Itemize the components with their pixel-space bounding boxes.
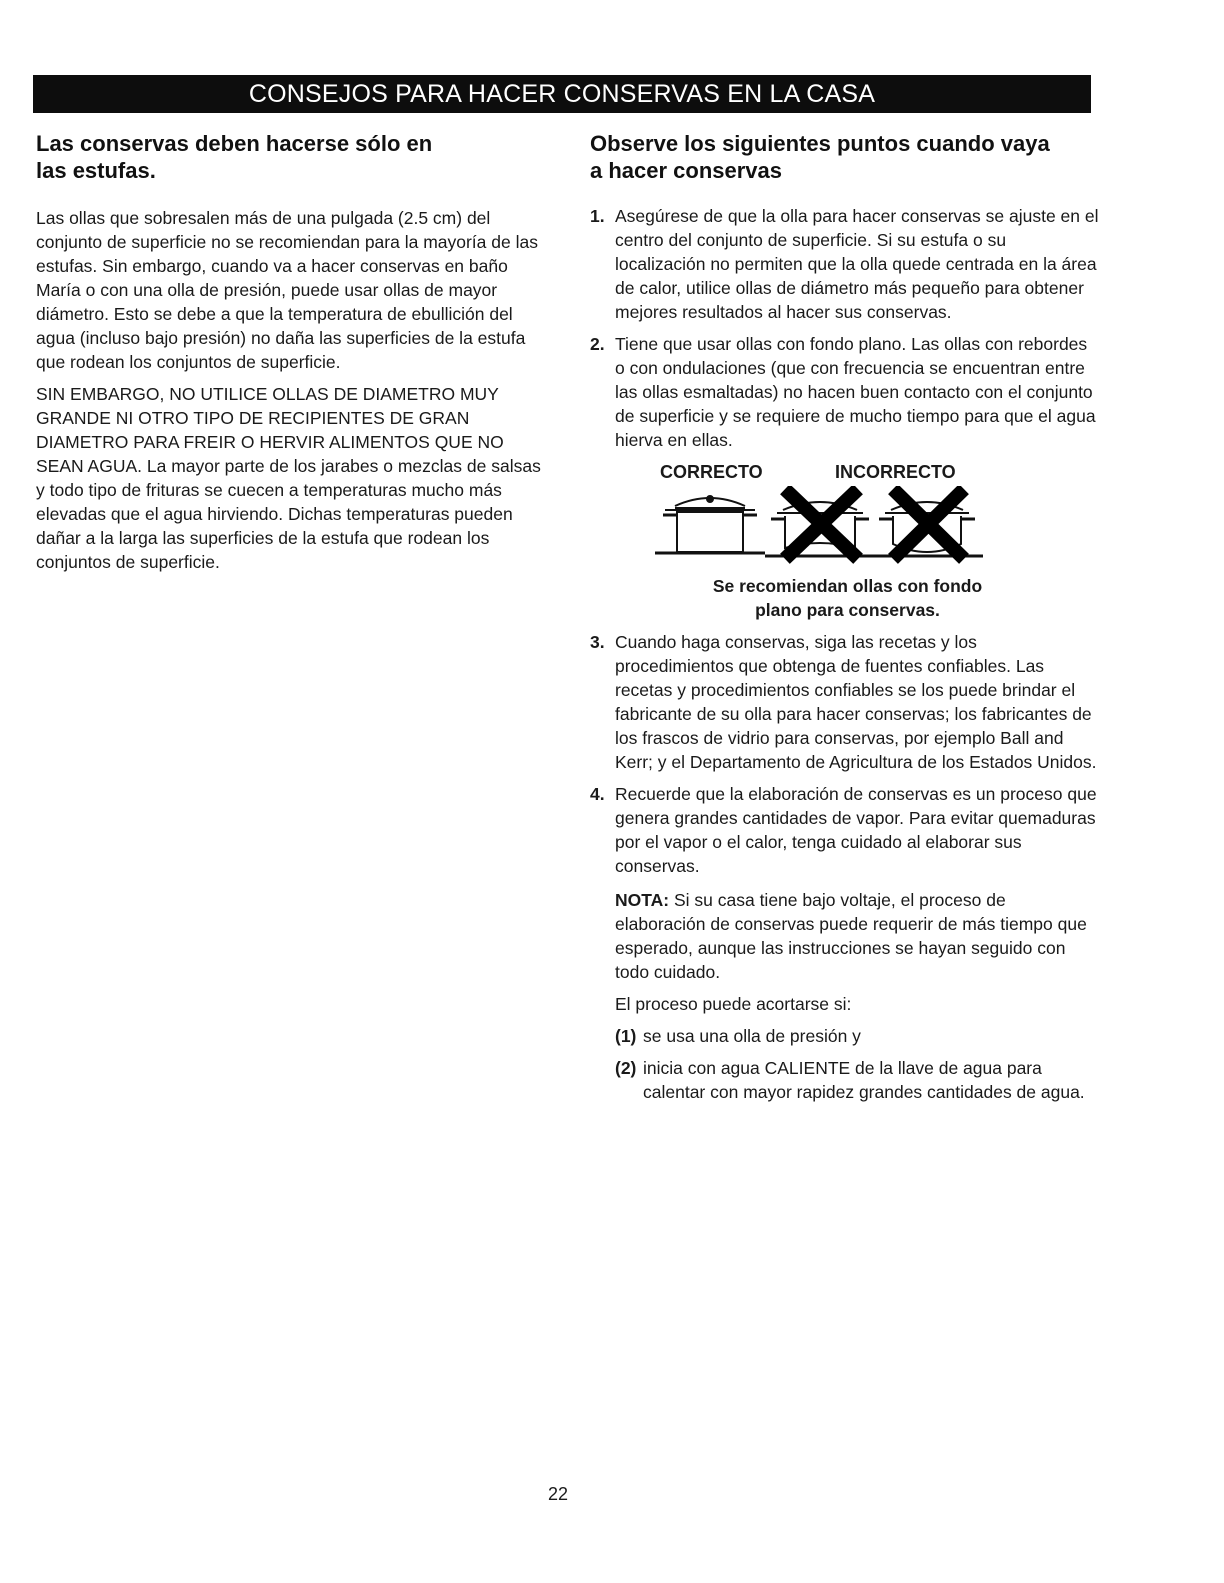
flat-pot-icon [655,496,765,553]
note-subitem [615,1056,1100,1104]
left-paragraph-1: Las ollas que sobresalen más de una pulgada (2.5 cm) del conjunto de superficie no se recomiendan para la mayoría de las estufas. Sin embargo, cuando va a hacer conservas en baño María o con una olla de presión, puede usar ollas de mayor diámetro. Esto se debe a que la temperatura de ebullición del agua (incluso bajo presión) no daña las superficies de la estufa que rodean los conjuntos de superficie. [36,208,538,372]
warped-pot-crossed-icon [765,494,875,556]
note-subitem-text: se usa una olla de presión y [643,1026,861,1046]
page-banner: CONSEJOS PARA HACER CONSERVAS EN LA CASA [33,75,1091,113]
curved-pot-crossed-icon [873,494,983,556]
note-subitem [615,1024,1100,1048]
note-paragraph [615,888,1100,984]
note-subitem-number: (2) [615,1058,637,1078]
left-paragraph-2: SIN EMBARGO, NO UTILICE OLLAS DE DIAMETRO MUY GRANDE NI OTRO TIPO DE RECIPIENTES DE GRAN DIAMETRO PARA FREIR O HERVIR ALIMENTOS QUE NO SEAN AGUA. La mayor parte de los jarabes o mezclas de salsas y todo tipo de frituras se cuecen a temperaturas mucho más elevadas que el agua hirviendo. Dichas temperaturas pueden dañar a la larga las superficies de la estufa que rodean los conjuntos de superficie. [36,384,541,572]
list-item-text: Asegúrese de que la olla para hacer conservas se ajuste en el centro del conjunto de superficie. Si su estufa o su localización no permiten que la olla quede centrada en la área de calor, utilice ollas de diámetro más pequeño para obtener mejores resultados al hacer sus conservas. [615,206,1099,322]
right-column [590,130,1100,1104]
left-heading-line1: Las conservas deben hacerse sólo en [36,131,433,156]
list-item [590,332,1100,622]
list-item [590,204,1100,324]
note-subitem-text: inicia con agua CALIENTE de la llave de agua para calentar con mayor rapidez grandes cantidades de agua. [643,1058,1085,1102]
note-text: Si su casa tiene bajo voltaje, el proceso de elaboración de conservas puede requerir de más tiempo que esperado, aunque las instrucciones se hayan seguido con todo cuidado. [615,890,1087,982]
pot-illustration [615,486,1100,574]
list-item [590,630,1100,774]
list-item-number: 1. [590,206,605,226]
left-heading [36,130,544,184]
pot-illustration-svg [615,486,1015,574]
page-number: 22 [548,1484,569,1504]
list-item-number: 2. [590,334,605,354]
right-heading [590,130,1100,184]
note-label: NOTA: [615,890,670,910]
note-intro: El proceso puede acortarse si: [615,994,852,1014]
left-heading-line2: las estufas. [36,158,156,183]
list-item-number: 3. [590,632,605,652]
list-item-text: Tiene que usar ollas con fondo plano. Las ollas con rebordes o con ondulaciones (que con frecuencia se encuentran entre las ollas esmaltadas) no hacen buen contacto con el conjunto de superficie y se requiere de mucho tiempo para que el agua hierva en ellas. [615,334,1096,450]
left-column [36,130,544,574]
incorrect-label: INCORRECTO [835,462,956,482]
pot-figure [615,460,1100,622]
correct-label: CORRECTO [660,462,763,482]
figure-caption [595,574,1100,622]
right-heading-line2: a hacer conservas [590,158,783,183]
caption-line1: Se recomiendan ollas con fondo [712,576,983,596]
list-item [590,782,1100,1104]
list-item-text: Cuando haga conservas, siga las recetas y los procedimientos que obtenga de fuentes confiables. Las recetas y procedimientos confiables se los puede brindar el fabricante de su olla para hacer conservas; los fabricantes de los frascos de vidrio para conservas, por ejemplo Ball and Kerr; y el Departamento de Agricultura de los Estados Unidos. [615,632,1097,772]
tips-list [590,204,1100,1104]
list-item-text: Recuerde que la elaboración de conservas es un proceso que genera grandes cantidades de vapor. Para evitar quemaduras por el vapor o el calor, tenga cuidado al elaborar sus conservas. [615,784,1097,876]
note-subitem-number: (1) [615,1026,637,1046]
right-heading-line1: Observe los siguientes puntos cuando vaya [590,131,1050,156]
list-item-number: 4. [590,784,605,804]
caption-line2: plano para conservas. [755,600,940,620]
note-block [615,888,1100,1104]
